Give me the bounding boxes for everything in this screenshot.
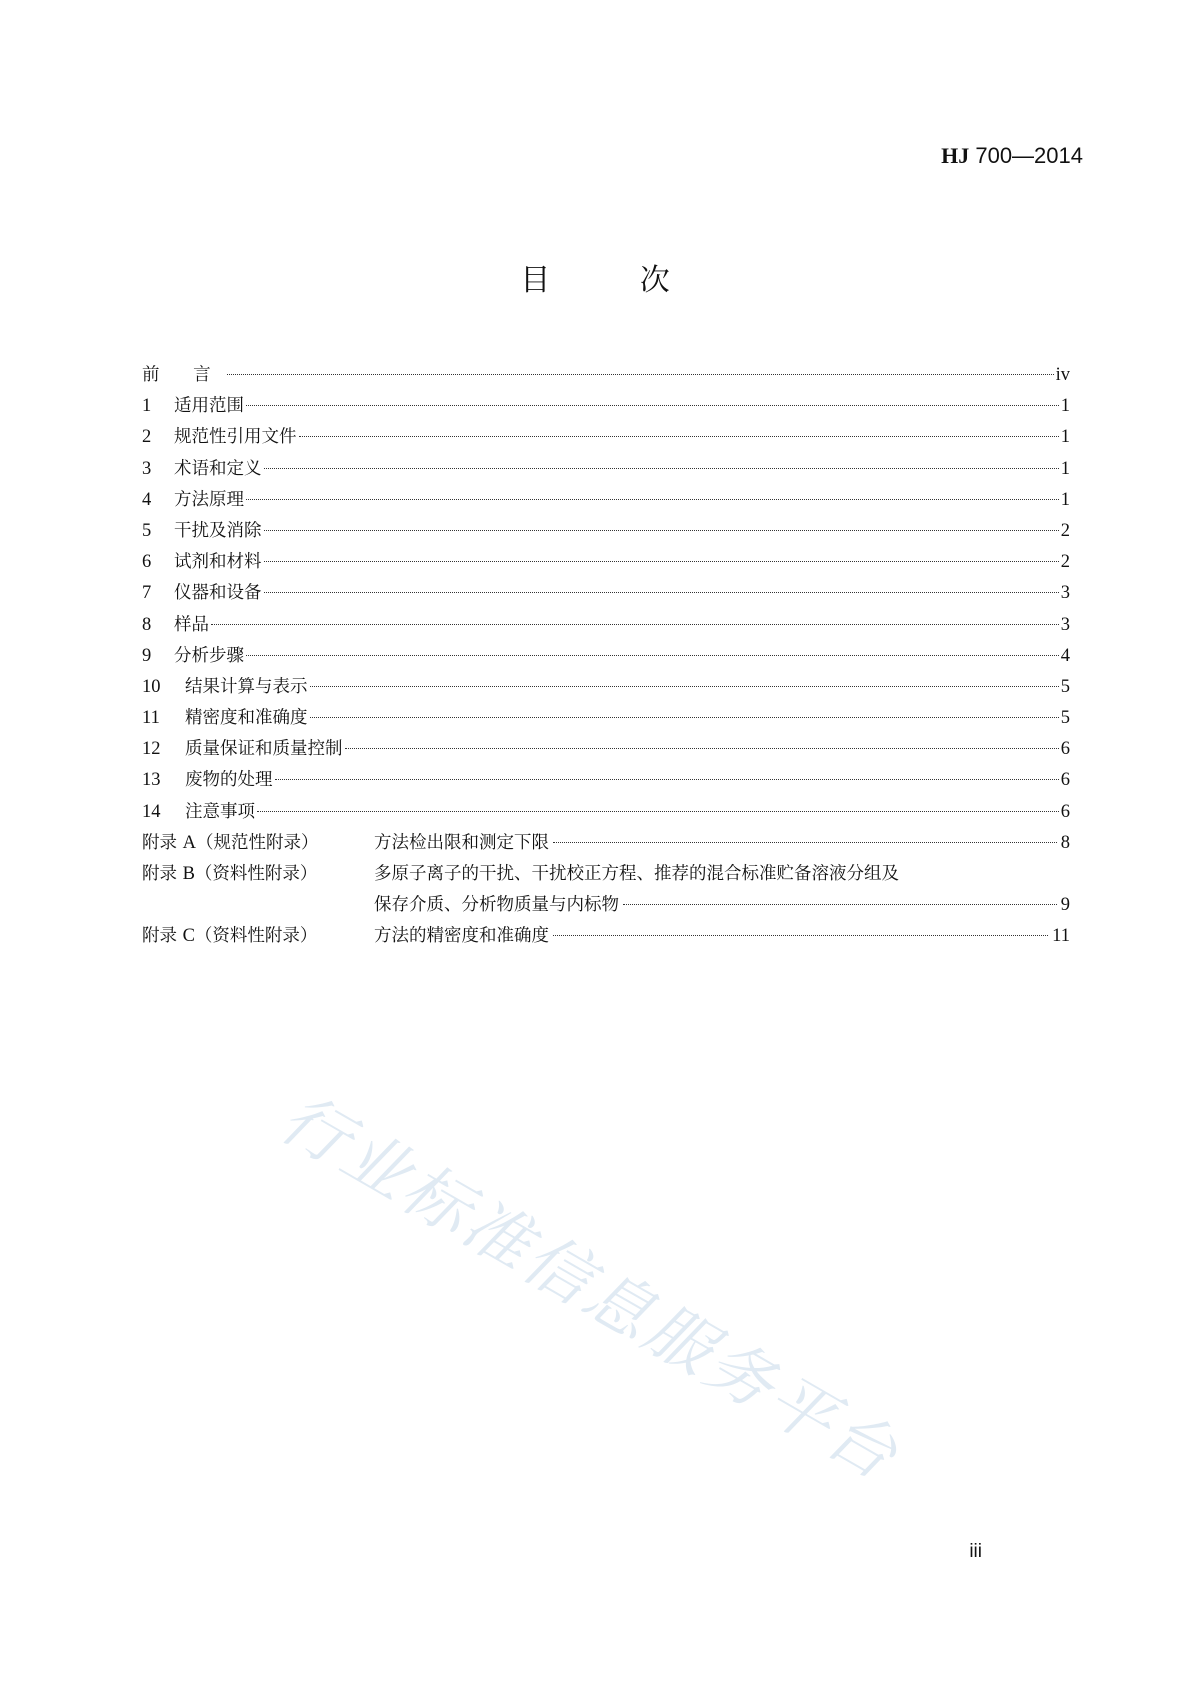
- toc-entry-page: 3: [1060, 583, 1070, 604]
- appendix-heading: [142, 860, 374, 885]
- appendix-letter: C: [182, 926, 195, 947]
- toc-entry-page: 1: [1060, 489, 1070, 510]
- appendix-letter: B: [182, 864, 195, 884]
- toc-entry-page: 5: [1060, 708, 1070, 729]
- toc-entry-12[interactable]: [142, 734, 1070, 765]
- toc-entry-page: 2: [1060, 552, 1070, 573]
- toc-entry-foreword[interactable]: [142, 360, 1070, 391]
- toc-entry-label: 试剂和材料: [174, 552, 262, 573]
- toc-entry-label: 前 言: [142, 365, 225, 385]
- toc-entry-number: 6: [142, 552, 152, 573]
- appendix-title: 多原子离子的干扰、干扰校正方程、推荐的混合标准贮备溶液分组及: [374, 864, 899, 884]
- toc-entry-label: 注意事项: [185, 801, 255, 822]
- toc-leader-dots: [246, 499, 1059, 500]
- appendix-prefix: 附录: [142, 832, 177, 853]
- toc-entry-number: 12: [142, 739, 161, 760]
- appendix-line: [374, 859, 1070, 890]
- toc-appendix-a[interactable]: [142, 828, 1070, 859]
- toc-entry-number: 13: [142, 770, 161, 791]
- toc-leader-dots: [345, 748, 1059, 749]
- toc-entry-5[interactable]: [142, 516, 1070, 547]
- toc-entry-page: 1: [1060, 427, 1070, 448]
- toc-entry-4[interactable]: [142, 485, 1070, 516]
- appendix-body: [374, 921, 1070, 952]
- appendix-line: [374, 890, 1070, 921]
- toc-entry-8[interactable]: [142, 610, 1070, 641]
- appendix-type: （资料性附录）: [194, 926, 318, 947]
- toc-appendix-c[interactable]: [142, 921, 1070, 952]
- toc-entry-number: 2: [142, 427, 152, 448]
- toc-entry-label: 仪器和设备: [174, 583, 262, 604]
- toc-entry-13[interactable]: [142, 765, 1070, 796]
- toc-entry-11[interactable]: [142, 703, 1070, 734]
- toc-leader-dots: [553, 842, 1057, 843]
- toc-entry-number: 8: [142, 614, 152, 635]
- toc-leader-dots: [246, 655, 1059, 656]
- toc-appendix-b[interactable]: [142, 859, 1070, 921]
- toc-entry-label: 样品: [174, 614, 209, 635]
- toc-entry-label: 规范性引用文件: [174, 427, 297, 448]
- toc-entry-page: 5: [1060, 676, 1070, 697]
- page-number: iii: [969, 1541, 982, 1562]
- toc-entry-number: 7: [142, 583, 152, 604]
- appendix-line: [374, 921, 1070, 952]
- toc-entry-page: 6: [1060, 801, 1070, 822]
- toc-entry-page: 4: [1060, 645, 1070, 666]
- toc-entry-number: 1: [142, 396, 152, 417]
- toc-entry-page: 3: [1060, 614, 1070, 635]
- toc-entry-page: 1: [1060, 396, 1070, 417]
- toc-leader-dots: [310, 686, 1059, 687]
- toc-entry-number: 5: [142, 520, 152, 541]
- toc-entry-number: 9: [142, 645, 152, 666]
- toc-entry-number: 14: [142, 801, 161, 822]
- toc-leader-dots: [264, 561, 1059, 562]
- toc-entry-3[interactable]: [142, 454, 1070, 485]
- toc-entry-label: 废物的处理: [185, 770, 273, 791]
- appendix-prefix: 附录: [142, 926, 177, 947]
- toc-leader-dots: [623, 904, 1057, 905]
- toc-entry-10[interactable]: [142, 672, 1070, 703]
- appendix-prefix: 附录: [142, 864, 177, 884]
- toc-leader-dots: [264, 592, 1059, 593]
- appendix-body: [374, 828, 1070, 859]
- appendix-body: [374, 859, 1070, 921]
- toc-entry-label: 结果计算与表示: [185, 676, 308, 697]
- toc-entry-label: 适用范围: [174, 396, 244, 417]
- toc-entry-9[interactable]: [142, 641, 1070, 672]
- toc-leader-dots: [264, 530, 1059, 531]
- toc-title: 目 次: [520, 263, 710, 298]
- toc-leader-dots: [246, 405, 1059, 406]
- toc-leader-dots: [553, 935, 1048, 936]
- toc-entry-page: 9: [1060, 895, 1070, 916]
- toc-entry-label: 干扰及消除: [174, 520, 262, 541]
- standard-code-number: 700—2014: [975, 143, 1083, 168]
- toc-entry-1[interactable]: [142, 391, 1070, 422]
- toc-leader-dots: [264, 468, 1059, 469]
- toc-entry-number: 10: [142, 676, 161, 697]
- toc-entry-2[interactable]: [142, 422, 1070, 453]
- toc-entry-label: 术语和定义: [174, 458, 262, 479]
- watermark: 行业标准信息服务平台: [267, 1079, 913, 1497]
- appendix-title-continued: 保存介质、分析物质量与内标物: [374, 895, 619, 916]
- toc-entry-page: 6: [1060, 739, 1070, 760]
- toc-entry-page: 8: [1060, 832, 1070, 853]
- toc-leader-dots: [299, 436, 1059, 437]
- toc-leader-dots: [275, 779, 1059, 780]
- toc-leader-dots: [257, 811, 1059, 812]
- appendix-type: （规范性附录）: [195, 832, 319, 853]
- toc-entry-label: 精密度和准确度: [185, 708, 308, 729]
- toc-entry-page: 2: [1060, 520, 1070, 541]
- toc-entry-label: 分析步骤: [174, 645, 244, 666]
- table-of-contents: [142, 360, 1070, 953]
- toc-entry-6[interactable]: [142, 547, 1070, 578]
- toc-entry-number: 3: [142, 458, 152, 479]
- toc-entry-label: 质量保证和质量控制: [185, 739, 343, 760]
- toc-leader-dots: [211, 624, 1059, 625]
- toc-entry-page: 11: [1052, 926, 1070, 947]
- toc-leader-dots: [310, 717, 1059, 718]
- toc-entry-14[interactable]: [142, 797, 1070, 828]
- appendix-line: [374, 828, 1070, 859]
- toc-entry-page: 1: [1060, 458, 1070, 479]
- appendix-title: 方法的精密度和准确度: [374, 926, 549, 947]
- toc-leader-dots: [227, 374, 1054, 375]
- appendix-letter: A: [182, 832, 196, 853]
- toc-entry-7[interactable]: [142, 578, 1070, 609]
- appendix-heading: [142, 829, 374, 854]
- appendix-title: 方法检出限和测定下限: [374, 832, 549, 853]
- appendix-type: （资料性附录）: [194, 864, 318, 884]
- toc-entry-page: 6: [1060, 770, 1070, 791]
- standard-code: [941, 143, 1083, 169]
- toc-entry-label: 方法原理: [174, 489, 244, 510]
- toc-entry-number: 4: [142, 489, 152, 510]
- toc-entry-number: 11: [142, 708, 160, 729]
- appendix-heading: [142, 922, 374, 947]
- toc-entry-page: iv: [1055, 365, 1070, 385]
- standard-code-prefix: HJ: [941, 143, 970, 168]
